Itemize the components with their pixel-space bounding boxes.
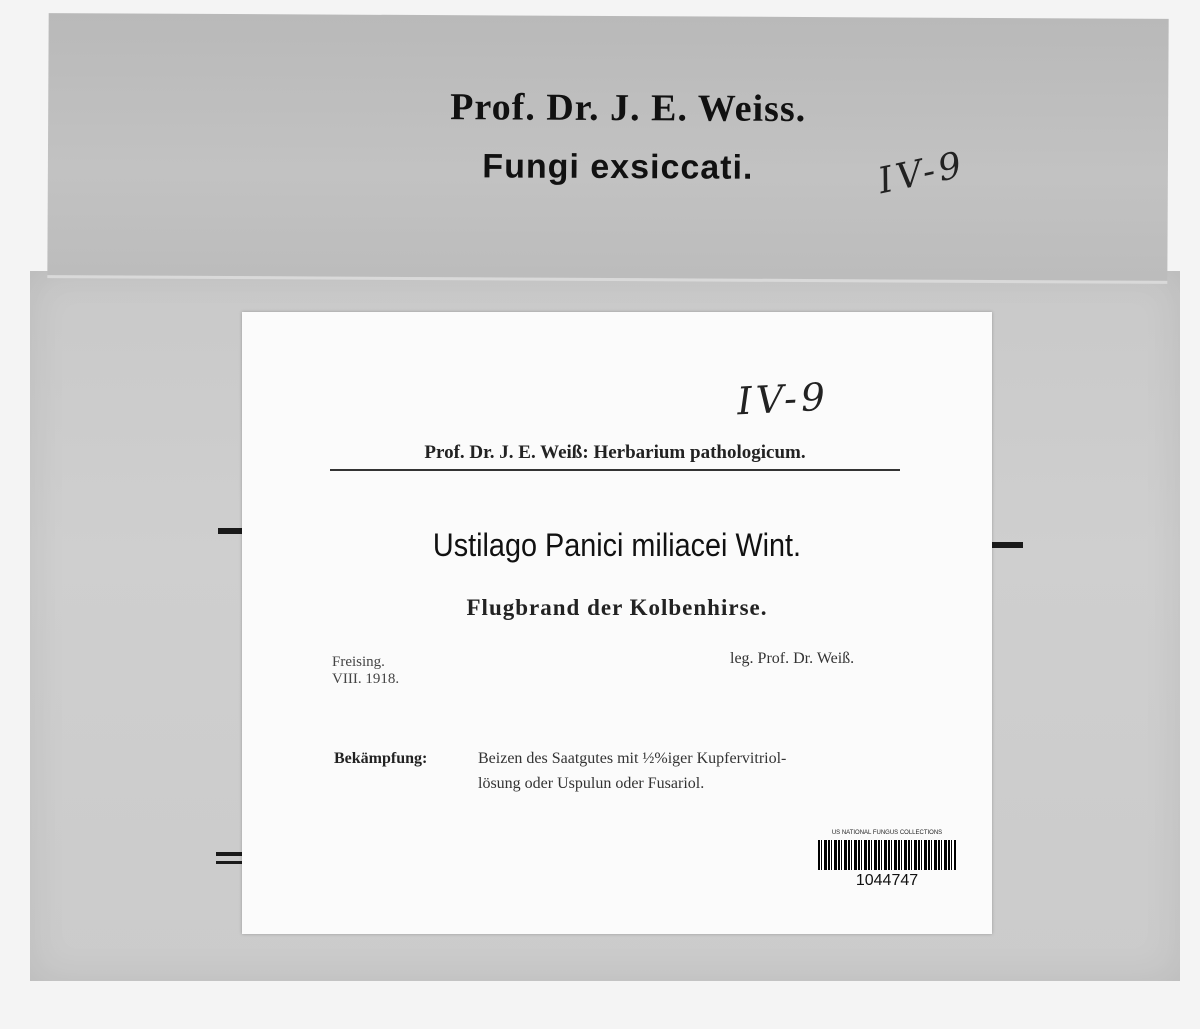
common-name: Flugbrand der Kolbenhirse. xyxy=(466,595,768,620)
collection-date: VIII. 1918. xyxy=(332,671,400,687)
flap-handwritten-number: IV-9 xyxy=(874,144,970,203)
label-handwritten-number: IV-9 xyxy=(735,374,831,424)
flap-title: Prof. Dr. J. E. Weiss. xyxy=(450,86,807,131)
flap-subtitle: Fungi exsiccati. xyxy=(482,147,754,187)
barcode-bars xyxy=(818,840,956,870)
specimen-label xyxy=(242,312,992,934)
envelope-flap xyxy=(47,13,1168,284)
collection-locality-date xyxy=(332,654,399,688)
barcode-number: 1044747 xyxy=(855,872,919,889)
collector: leg. Prof. Dr. Weiß. xyxy=(730,650,855,667)
barcode-header: US NATIONAL FUNGUS COLLECTIONS xyxy=(831,830,943,836)
control-text-line: Beizen des Saatgutes mit ½%iger Kupfervitriol- xyxy=(478,750,787,767)
locality: Freising. xyxy=(332,654,385,670)
control-text-line: lösung oder Uspulun oder Fusariol. xyxy=(478,775,705,792)
control-label: Bekämpfung: xyxy=(334,750,428,767)
species-name: Ustilago Panici miliacei Wint. xyxy=(432,527,802,563)
barcode xyxy=(812,830,962,900)
heading-rule xyxy=(330,469,900,471)
control-text xyxy=(478,746,948,796)
herbarium-heading: Prof. Dr. J. E. Weiß: Herbarium pathologicum. xyxy=(424,442,806,463)
